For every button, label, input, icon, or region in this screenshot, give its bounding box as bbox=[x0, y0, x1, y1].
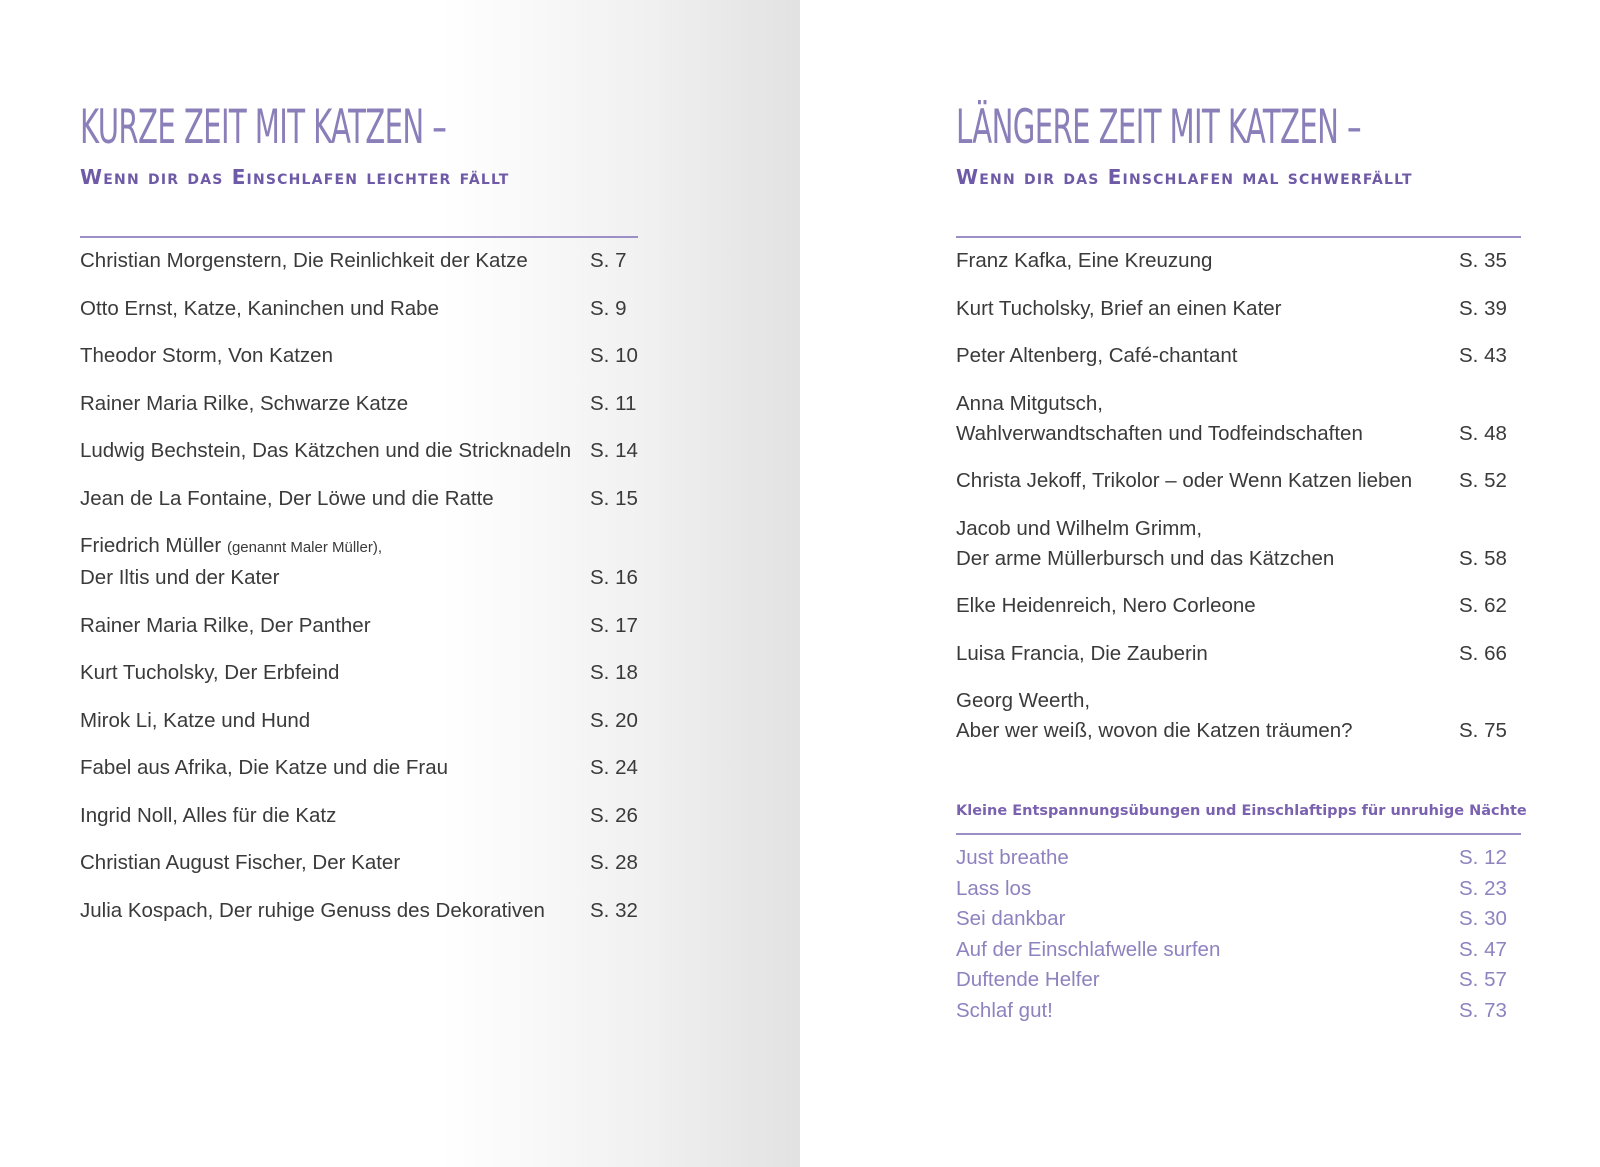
toc-entry bbox=[80, 658, 640, 688]
toc-entry-page-number: S. 15 bbox=[590, 486, 638, 510]
toc-entry-page-number: S. 58 bbox=[1459, 546, 1507, 570]
toc-entry-title: Kurt Tucholsky, Brief an einen Kater bbox=[956, 296, 1282, 320]
toc-entry-title: Fabel aus Afrika, Die Katze und die Frau bbox=[80, 756, 449, 779]
tip-page-number: S. 57 bbox=[1459, 968, 1507, 992]
toc-entry-page-number: S. 7 bbox=[590, 249, 627, 272]
toc-entry-page-number: S. 28 bbox=[590, 851, 638, 874]
right-toc-list bbox=[956, 246, 1521, 764]
toc-entry-title: Christa Jekoff, Trikolor – oder Wenn Katzen lieben bbox=[956, 469, 1413, 492]
toc-entry-page-number: S. 18 bbox=[590, 661, 638, 684]
toc-entry-title: Mirok Li, Katze und Hund bbox=[80, 708, 311, 732]
tips-divider bbox=[956, 833, 1521, 835]
tip-label: Lass los bbox=[956, 876, 1032, 900]
toc-entry-title: Wahlverwandtschaften und Todfeindschaften bbox=[956, 421, 1363, 445]
toc-entry-title: Christian August Fischer, Der Kater bbox=[80, 851, 401, 874]
toc-entry-title: Aber wer weiß, wovon die Katzen träumen? bbox=[956, 719, 1353, 742]
toc-entry-page-number: S. 32 bbox=[590, 898, 638, 922]
toc-entry-title: Rainer Maria Rilke, Der Panther bbox=[80, 613, 371, 637]
tip-page-number: S. 30 bbox=[1459, 907, 1507, 931]
toc-entry-title: Anna Mitgutsch, bbox=[956, 391, 1103, 415]
toc-entry-title: Elke Heidenreich, Nero Corleone bbox=[956, 594, 1256, 617]
toc-entry-page-number: S. 66 bbox=[1459, 641, 1507, 665]
toc-entry bbox=[80, 611, 640, 641]
tip-label: Duftende Helfer bbox=[956, 968, 1100, 992]
tip-page-number: S. 47 bbox=[1459, 937, 1507, 961]
toc-entry bbox=[80, 848, 640, 878]
right-section-subtitle: Wenn dir das Einschlafen mal schwerfällt bbox=[956, 165, 1413, 189]
tip-label: Schlaf gut! bbox=[956, 998, 1053, 1022]
toc-entry-title: Kurt Tucholsky, Der Erbfeind bbox=[80, 661, 340, 684]
toc-entry-page-number: S. 24 bbox=[590, 756, 638, 779]
tips-heading: Kleine Entspannungsübungen und Einschlaftipps für unruhige Nächte bbox=[956, 803, 1527, 819]
left-toc-list bbox=[80, 246, 640, 943]
toc-entry bbox=[80, 801, 640, 831]
toc-entry-title: Ingrid Noll, Alles für die Katz bbox=[80, 803, 337, 827]
toc-entry-title: Georg Weerth, bbox=[956, 689, 1091, 712]
toc-entry bbox=[956, 246, 1521, 276]
tip-page-number: S. 23 bbox=[1459, 876, 1507, 900]
toc-entry-page-number: S. 9 bbox=[590, 296, 627, 320]
tip-label: Auf der Einschlafwelle surfen bbox=[956, 937, 1221, 961]
toc-entry-page-number: S. 10 bbox=[590, 344, 638, 367]
tip-entry bbox=[956, 904, 1521, 935]
toc-entry bbox=[80, 341, 640, 371]
toc-entry bbox=[956, 591, 1521, 621]
tips-list bbox=[956, 843, 1521, 1027]
toc-entry bbox=[80, 294, 640, 324]
toc-entry-page-number: S. 11 bbox=[590, 391, 637, 415]
toc-entry-page-number: S. 35 bbox=[1459, 249, 1507, 272]
toc-entry-title: Theodor Storm, Von Katzen bbox=[80, 344, 333, 367]
toc-entry bbox=[80, 389, 640, 419]
tip-entry bbox=[956, 935, 1521, 966]
toc-entry bbox=[80, 753, 640, 783]
tip-entry bbox=[956, 965, 1521, 996]
toc-entry-title: Christian Morgenstern, Die Reinlichkeit der Katze bbox=[80, 249, 528, 272]
right-divider bbox=[956, 236, 1521, 238]
tip-entry bbox=[956, 843, 1521, 874]
toc-entry-note: (genannt Maler Müller), bbox=[226, 539, 383, 556]
toc-entry-page-number: S. 48 bbox=[1459, 421, 1507, 445]
toc-entry-title: Ludwig Bechstein, Das Kätzchen und die Stricknadeln bbox=[80, 439, 572, 462]
toc-entry-author: Friedrich Müller bbox=[80, 534, 222, 557]
toc-entry-title: Jean de La Fontaine, Der Löwe und die Ratte bbox=[80, 486, 494, 510]
toc-entry-page-number: S. 14 bbox=[590, 439, 638, 462]
toc-entry-page-number: S. 16 bbox=[590, 566, 638, 589]
toc-entry-title: Der arme Müllerbursch und das Kätzchen bbox=[956, 546, 1335, 570]
toc-entry-page-number: S. 43 bbox=[1459, 344, 1507, 367]
toc-entry bbox=[80, 246, 640, 276]
toc-entry bbox=[80, 896, 640, 926]
toc-entry bbox=[956, 686, 1521, 746]
toc-entry bbox=[956, 389, 1521, 449]
toc-entry-page-number: S. 26 bbox=[590, 803, 638, 827]
toc-entry bbox=[80, 436, 640, 466]
tip-page-number: S. 12 bbox=[1459, 846, 1507, 869]
toc-entry bbox=[956, 466, 1521, 496]
toc-entry bbox=[956, 341, 1521, 371]
toc-entry bbox=[80, 484, 640, 514]
toc-entry bbox=[956, 514, 1521, 574]
right-section-title: LÄNGERE ZEIT MIT KATZEN – bbox=[956, 100, 1361, 155]
left-section-title: KURZE ZEIT MIT KATZEN – bbox=[80, 100, 447, 155]
toc-entry-title: Julia Kospach, Der ruhige Genuss des Dekorativen bbox=[80, 898, 545, 922]
tip-label: Sei dankbar bbox=[956, 907, 1066, 931]
tip-page-number: S. 73 bbox=[1459, 998, 1507, 1022]
toc-entry-title: Franz Kafka, Eine Kreuzung bbox=[956, 249, 1213, 272]
toc-entry bbox=[956, 294, 1521, 324]
toc-entry-page-number: S. 62 bbox=[1459, 594, 1507, 617]
toc-entry-page-number: S. 17 bbox=[590, 613, 638, 637]
toc-entry-title: Jacob und Wilhelm Grimm, bbox=[956, 516, 1203, 540]
tip-label: Just breathe bbox=[956, 846, 1069, 869]
left-section-subtitle: Wenn dir das Einschlafen leichter fällt bbox=[80, 165, 510, 189]
toc-entry-page-number: S. 75 bbox=[1459, 719, 1507, 742]
toc-entry-page-number: S. 52 bbox=[1459, 469, 1507, 492]
toc-entry-page-number: S. 39 bbox=[1459, 296, 1507, 320]
toc-entry-author-line bbox=[80, 531, 640, 563]
toc-entry-title: Otto Ernst, Katze, Kaninchen und Rabe bbox=[80, 296, 439, 320]
toc-entry bbox=[956, 639, 1521, 669]
toc-entry-title: Rainer Maria Rilke, Schwarze Katze bbox=[80, 391, 409, 415]
left-divider bbox=[80, 236, 638, 238]
right-page bbox=[800, 0, 1600, 1167]
tip-entry bbox=[956, 996, 1521, 1027]
toc-entry-page-number: S. 20 bbox=[590, 708, 638, 732]
toc-entry-title: Luisa Francia, Die Zauberin bbox=[956, 641, 1208, 665]
tip-entry bbox=[956, 874, 1521, 905]
toc-entry-title: Peter Altenberg, Café-chantant bbox=[956, 344, 1238, 367]
toc-entry-title: Der Iltis und der Kater bbox=[80, 566, 280, 589]
toc-entry bbox=[80, 706, 640, 736]
toc-entry bbox=[80, 531, 640, 593]
